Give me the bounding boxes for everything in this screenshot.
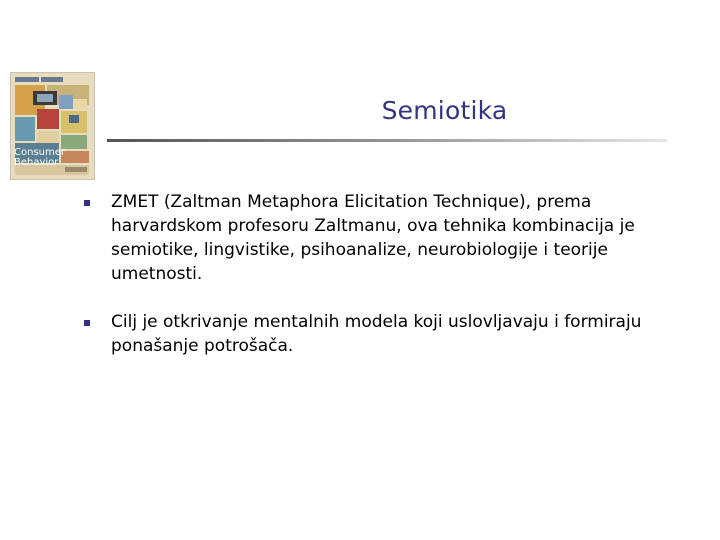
bullet-item-zmet [82, 190, 682, 286]
book-cover-image [10, 72, 95, 180]
cover-title-line2: Behavior [14, 157, 59, 168]
slide-title: Semiotika [381, 96, 508, 125]
bullet-text: ZMET (Zaltman Metaphora Elicitation Technique), prema harvardskom profesoru Zaltmanu, ova tehnika kombinacija je semiotike, lingvistike, psihoanalize, neurobiologije i teorije umetnosti. [111, 192, 635, 284]
bullet-item-cilj [82, 310, 682, 358]
square-bullet-icon [84, 320, 90, 326]
title-divider [107, 139, 667, 142]
square-bullet-icon [84, 200, 90, 206]
bullet-list [82, 190, 682, 358]
cover-title-line1: Consumer [14, 147, 65, 158]
bullet-text: Cilj je otkrivanje mentalnih modela koji uslovljavaju i formiraju ponašanje potrošača. [111, 312, 642, 356]
